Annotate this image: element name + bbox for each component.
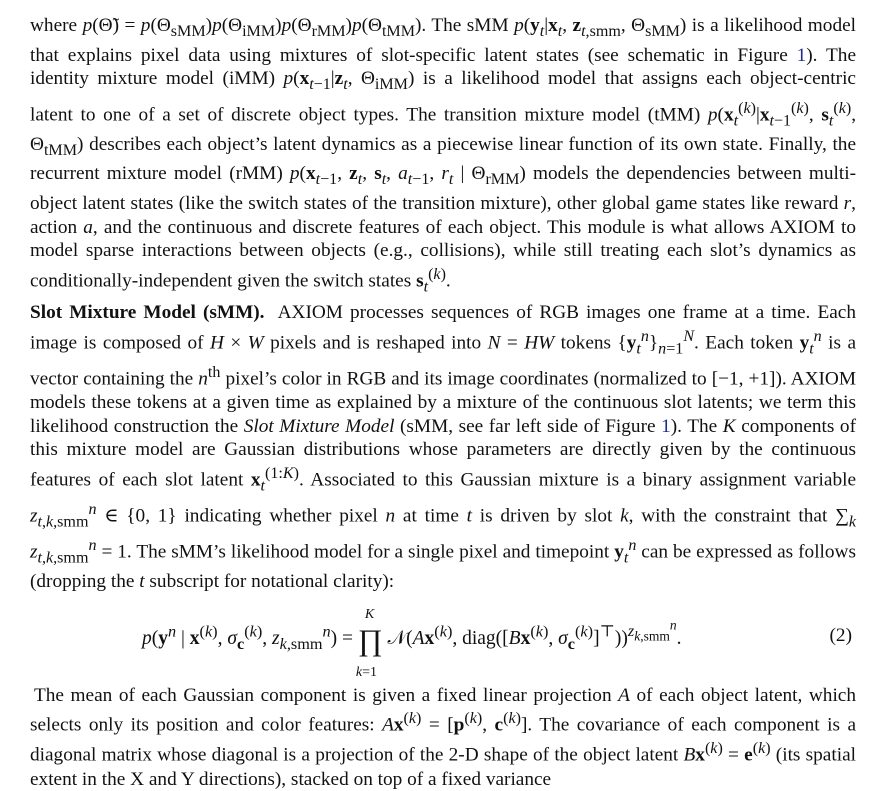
section-heading-smm: Slot Mixture Model (sMM). [30,302,265,324]
equation-number: (2) [829,624,852,646]
paragraph-slot-mixture-model: Slot Mixture Model (sMM). AXIOM processes sequences of RGB images one frame at a time. Each image is composed of H × W pixels and is reshaped into N = HW tokens $\{y_t^n\}_{n=1}^N$. Each token $y_t^n$ is a vector containing the $n^{th}$ pixel’s color in RGB and its image coordinates (normalized to [−1, +1]). AXIOM models these tokens at a given time as explained by a mixture of the continuous slot latents; we term this likelihood construction the Slot Mixture Model (sMM, see far left side of Figure 1). The K components of this mixture model are Gaussian distributions whose parameters are directly given by the continuous features of each slot latent $x_t^{(1:K)}$. Associated to this Gaussian mixture is a binary assignment variable $z_{t,k,smm}^n$ ∈ {0, 1} indicating whether pixel n at time t is driven by slot k, with the constraint that $\sum_k$ $z_{t,k,smm}^n = 1$. The sMM’s likelihood model for a single pixel and timepoint $y_t^n$ can be expressed as follows (dropping the t subscript for notational clarity): [30,302,857,592]
figure-ref-link[interactable]: 1 [661,415,671,437]
paragraph-gaussian-components: The mean of each Gaussian component is given a fixed linear projection A of each object latent, which selects only its position and color features: $Ax^{(k)} = [p^{(k)}$, $c^{(k)}$]. The covariance of each component is a diagonal matrix whose diagonal is a projection of the 2-D shape of the object latent $Bx^{(k)} = e^{(k)}$ (its spatial extent in the X and Y directions), stacked on top of a fixed variance [30,684,857,790]
equation-2 [30,600,856,680]
equation-body: $p(y^n$ | $x^{(k)}$, $\sigma_c^{(k)}$, $z_{k,smm}^n$) = K ∏ k=1 𝒩(Ax$^{(k)}$, diag([Bx$^{(k)}$, $\sigma_c^{(k)}]^⊤))^{z_{k,smm}^n}$. [142,606,682,680]
figure-ref-link[interactable]: 1 [796,44,807,66]
paragraph-model-overview: where p(Θ̃) = $p(\Theta_{sMM})p(\Theta_{iMM})p(\Theta_{rMM})p(\Theta_{tMM})$. The sMM $p(y_t|x_t$, $z_{t,smm}$, $\Theta_{sMM}$) is a likelihood model that explains pixel data using mixtures of slot-specific latent states (see schematic in Figure 1). The identity mixture model (iMM) $p(x_{t-1}|z_t$, $\Theta_{iMM}$) is a likelihood model that assigns each object-centric latent to one of a set of discrete object types. The transition mixture model (tMM) $p(x_t^{(k)}|x_{t-1}^{(k)}$, $s_t^{(k)}$, $\Theta_{tMM}$) describes each object’s latent dynamics as a piecewise linear function of its own state. Finally, the recurrent mixture model (rMM) $p(x_{t-1}$, $z_t$, $s_t$, $a_{t-1}$, $r_t$ | $\Theta_{rMM}$) models the dependencies between multi-object latent states (like the switch states of the transition mixture), other global game states like reward r, action a, and the continuous and discrete features of each object. This module is what allows AXIOM to model sparse interactions between objects (e.g., collisions), while still treating each slot’s dynamics as conditionally-independent given the switch states $s_t^{(k)}$. [30,15,857,296]
